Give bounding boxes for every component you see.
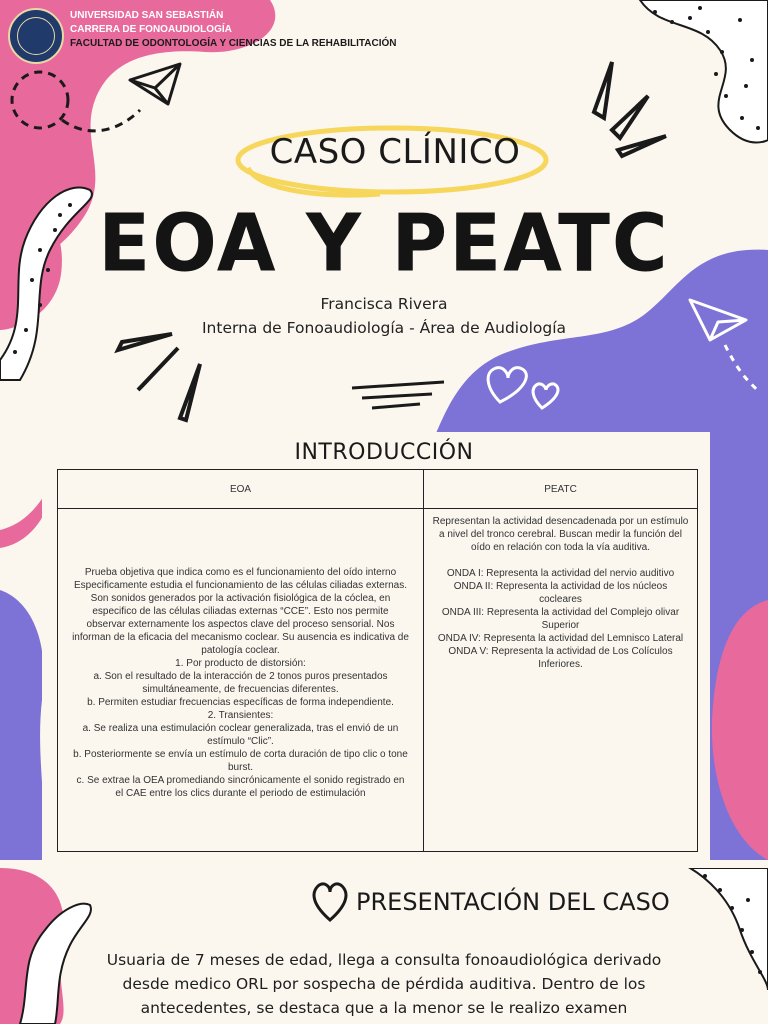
- eoa-list-item: a. Son el resultado de la interacción de 2 tonos puros presentados simultáneamente, de frecuencias diferentes.: [93, 671, 388, 695]
- institution-lines: [70, 9, 397, 51]
- eoa-paragraph: Prueba objetiva que indica como es el funcionamiento del oído interno Especificamente estudia el funcionamiento de las células ciliadas externas. Son sonidos generados por la activación fisiológica de la cóclea, en especifico de las células ciliadas externas “CCE”. Esto nos permite observar externamente los aspectos clave del proceso sensorial. Nos informan de la eficacia del mecanismo coclear. Su ausencia es indicativa de patología coclear.: [72, 567, 409, 656]
- heart-outline-icon: [310, 880, 350, 924]
- university-name: UNIVERSIDAD SAN SEBASTIÁN: [70, 10, 224, 21]
- institution-header: [8, 8, 397, 64]
- eoa-list-item: 2. Transientes:: [207, 710, 274, 721]
- peatc-wave-item: ONDA IV: Representa la actividad del Lemnisco Lateral: [437, 633, 684, 644]
- dotted-squiggle-bottom-right: [690, 868, 768, 990]
- purple-blob-bottom-left: [0, 590, 44, 860]
- peatc-paragraph: Representan la actividad desencadenada por un estímulo a nivel del tronco cerebral. Buscan medir la función del oído en relación con toda la vía auditiva.: [432, 516, 689, 553]
- faculty-name: FACULTAD DE ODONTOLOGÍA Y CIENCIAS DE LA REHABILITACIÓN: [70, 38, 397, 49]
- cover-author-block: [0, 292, 768, 340]
- presentation-title: PRESENTACIÓN DEL CASO: [356, 888, 670, 916]
- comparison-table: [57, 469, 698, 852]
- paper-plane-icon: [130, 64, 180, 104]
- peatc-cell: [424, 509, 698, 852]
- peatc-wave-item: ONDA III: Representa la actividad del Complejo olivar Superior: [441, 607, 680, 631]
- cover-title: EOA Y PEATC: [98, 195, 670, 290]
- author-role: Interna de Fonoaudiología - Área de Audiología: [201, 319, 567, 337]
- table-row: [58, 509, 698, 852]
- presentation-heading: [310, 880, 670, 924]
- peatc-wave-item: ONDA II: Representa la actividad de los núcleos cocleares: [453, 581, 668, 605]
- column-header-eoa: EOA: [58, 470, 424, 509]
- stroke-lines-center: [352, 382, 444, 408]
- dotted-squiggle-top-right: [640, 0, 768, 143]
- eoa-list-item: b. Posteriormente se envía un estímulo de corta duración de tipo clic o tone burst.: [73, 749, 408, 773]
- university-seal: [8, 8, 64, 64]
- career-name: CARRERA DE FONOAUDIOLOGÍA: [70, 24, 232, 35]
- eoa-list-item: a. Se realiza una estimulación coclear generalizada, tras el envió de un estímulo “Clic”.: [82, 723, 399, 747]
- eoa-list-item: c. Se extrae la OEA promediando sincrónicamente el sonido registrado en el CAE entre los clics durante el periodo de estimulación: [76, 775, 405, 799]
- eoa-list-item: 1. Por producto de distorsión:: [175, 658, 306, 669]
- presentation-text: Usuaria de 7 meses de edad, llega a consulta fonoaudiológica derivado desde medico ORL por sospecha de pérdida auditiva. Dentro de los antecedentes, se destaca que a la menor se le realizo examen: [106, 951, 662, 1017]
- eoa-cell: [58, 509, 424, 852]
- burst-lines-right: [594, 62, 666, 156]
- peatc-wave-item: ONDA I: Representa la actividad del nervio auditivo: [446, 568, 675, 579]
- intro-title: INTRODUCCIÓN: [294, 440, 474, 465]
- table-header-row: [58, 470, 698, 509]
- author-name: Francisca Rivera: [320, 295, 448, 313]
- column-header-peatc: PEATC: [424, 470, 698, 509]
- peatc-wave-item: ONDA V: Representa la actividad de Los Colículos Inferiores.: [448, 646, 673, 670]
- burst-lines-left: [118, 334, 200, 420]
- cover-kicker: CASO CLÍNICO: [269, 132, 521, 172]
- section-divider: [0, 860, 768, 868]
- eoa-list-item: b. Permiten estudiar frecuencias específicas de forma independiente.: [87, 697, 394, 708]
